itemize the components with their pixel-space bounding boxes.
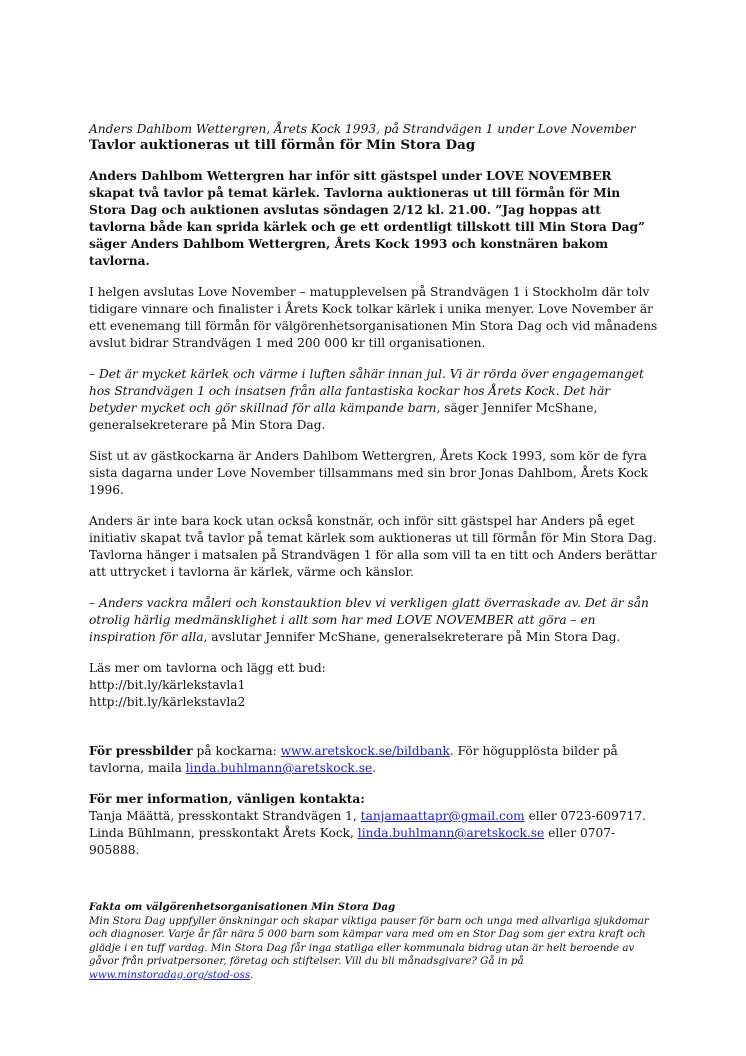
contact-2-name: Linda Bühlmann, presskontakt Årets Kock, bbox=[89, 826, 358, 840]
quote-1-attribution: , säger Jennifer McShane, generalsekreterare på Min Stora Dag. bbox=[89, 401, 598, 432]
quote-2-attribution: , avslutar Jennifer McShane, generalsekreterare på Min Stora Dag. bbox=[203, 630, 621, 644]
donate-link[interactable]: www.minstoradag.org/stod-oss bbox=[89, 968, 251, 981]
contact-2-phone: eller 0707-905888. bbox=[89, 826, 616, 857]
facts-text: Min Stora Dag uppfyller önskningar och skapar viktiga pauser för barn och unga med allvarliga sjukdomar och diagnoser. Varje år får nära 5 000 barn som kämpar vara med om en Stor Dag som ger extra kraft och glädje i en tuff vardag. Min Stora Dag får inga statliga eller kommunala bidrag utan är helt beroende av gåvor från privatpersoner, företag och stiftelser. Vill du bli månadsgivare? Gå in på bbox=[89, 914, 649, 967]
image-bank-link[interactable]: www.aretskock.se/bildbank bbox=[280, 744, 450, 758]
auction-link-2[interactable]: http://bit.ly/kärlekstavla2 bbox=[89, 695, 246, 709]
press-text-1: på kockarna: bbox=[192, 744, 281, 758]
facts-title: Fakta om välgörenhetsorganisationen Min Stora Dag bbox=[89, 901, 396, 913]
facts-tail: . bbox=[250, 968, 254, 981]
press-release bbox=[89, 121, 659, 982]
quote-1 bbox=[89, 366, 659, 434]
contact-line-1 bbox=[89, 808, 659, 825]
contact-1-name: Tanja Määttä, presskontakt Strandvägen 1, bbox=[89, 809, 361, 823]
contact-block bbox=[89, 791, 659, 859]
press-text-3: . bbox=[372, 761, 377, 775]
press-email-link[interactable]: linda.buhlmann@aretskock.se bbox=[185, 761, 373, 775]
headline: Tavlor auktioneras ut till förmån för Min Stora Dag bbox=[89, 137, 476, 153]
facts-box bbox=[89, 901, 659, 982]
lead-paragraph: Anders Dahlbom Wettergren har inför sitt gästspel under LOVE NOVEMBER skapat två tavlor på temat kärlek. Tavlorna auktioneras ut till förmån för Min Stora Dag och auktionen avslutas söndagen 2/12 kl. 21.00. ”Jag hoppas att tavlorna både kan sprida kärlek och ge ett ordentligt tillskott till Min Stora Dag” säger Anders Dahlbom Wettergren, Årets Kock 1993 och konstnären bakom tavlorna. bbox=[89, 169, 646, 268]
contact-1-phone: eller 0723-609717. bbox=[524, 809, 647, 823]
paragraph-1: I helgen avslutas Love November – matupplevelsen på Strandvägen 1 i Stockholm där tolv tidigare vinnare och finalister i Årets Kock tolkar kärlek i unika menyer. Love November är ett evenemang till förmån för välgörenhetsorganisationen Min Stora Dag och vid månadens avslut bidrar Strandvägen 1 med 200 000 kr till organisationen. bbox=[89, 285, 658, 350]
auction-links bbox=[89, 660, 659, 711]
press-images bbox=[89, 743, 659, 777]
quote-2 bbox=[89, 595, 659, 646]
press-text-2: . För högupplösta bilder på tavlorna, maila bbox=[89, 744, 618, 775]
facts-body bbox=[89, 915, 659, 983]
contact-heading: För mer information, vänligen kontakta: bbox=[89, 792, 365, 806]
quote-2-text: – Anders vackra måleri och konstauktion blev vi verkligen glatt överraskade av. Det är sån otrolig härlig medmänsklighet i allt som har med LOVE NOVEMBER att göra – en inspiration för alla bbox=[89, 596, 649, 644]
contact-line-2 bbox=[89, 825, 659, 859]
auction-link-1[interactable]: http://bit.ly/kärlekstavla1 bbox=[89, 678, 246, 692]
contact-1-email-link[interactable]: tanjamaattapr@gmail.com bbox=[360, 809, 525, 823]
quote-1-text: – Det är mycket kärlek och värme i luften såhär innan jul. Vi är rörda över engagemanget hos Strandvägen 1 och insatsen från alla fantastiska kockar hos Årets Kock. Det här betyder mycket och gör skillnad för alla kämpande barn bbox=[89, 367, 644, 415]
links-intro: Läs mer om tavlorna och lägg ett bud: bbox=[89, 661, 326, 675]
paragraph-3: Anders är inte bara kock utan också konstnär, och inför sitt gästspel har Anders på eget initiativ skapat två tavlor på temat kärlek som auktioneras ut till förmån för Min Stora Dag. Tavlorna hänger i matsalen på Strandvägen 1 för alla som vill ta en titt och Anders berättar att uttrycket i tavlorna är kärlek, värme och känslor. bbox=[89, 514, 657, 579]
press-images-label: För pressbilder bbox=[89, 744, 193, 758]
paragraph-2: Sist ut av gästkockarna är Anders Dahlbom Wettergren, Årets Kock 1993, som kör de fyra sista dagarna under Love November tillsammans med sin bror Jonas Dahlbom, Årets Kock 1996. bbox=[89, 449, 648, 497]
kicker: Anders Dahlbom Wettergren, Årets Kock 1993, på Strandvägen 1 under Love November bbox=[89, 122, 636, 136]
contact-2-email-link[interactable]: linda.buhlmann@aretskock.se bbox=[357, 826, 545, 840]
